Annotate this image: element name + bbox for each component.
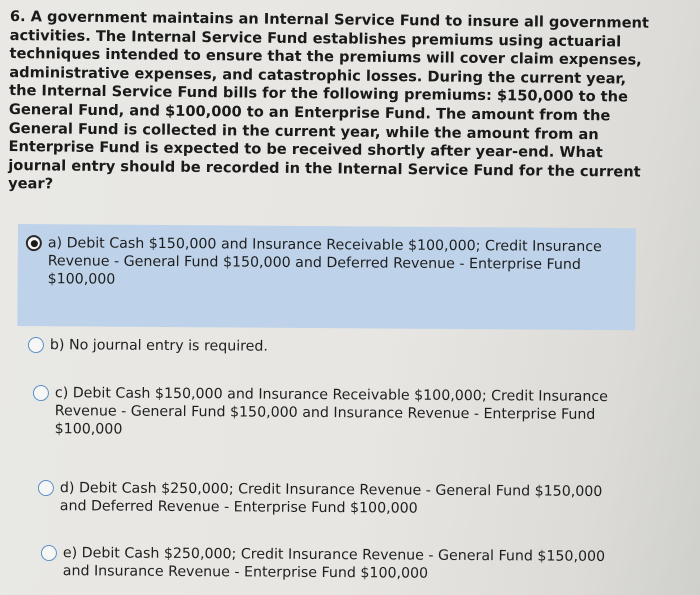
answer-option-d[interactable]: [38, 479, 628, 519]
question-text: 6. A government maintains an Internal Service Fund to insure all government activities. The Internal Service Fund establishes premiums using actuarial techniques intended to ensure that the premiums will cover claim expenses, administrative expenses, and catastrophic losses. During the current year, the Internal Service Fund bills for the following premiums: $150,000 to the General Fund, and $100,000 to an Enterprise Fund. The amount from the General Fund is collected in the current year, while the amount from an Enterprise Fund is expected to be received shortly after year-end. What journal entry should be recorded in the Internal Service Fund for the current year?: [8, 8, 650, 193]
radio-button-checked-icon[interactable]: [26, 235, 42, 251]
answer-option-b[interactable]: [28, 336, 628, 358]
answer-option-c-label: c) Debit Cash $150,000 and Insurance Receivable $100,000; Credit Insurance Revenue - General Fund $150,000 and Insurance Revenue - Enterprise Fund $100,000: [54, 385, 608, 438]
answer-option-a-label: a) Debit Cash $150,000 and Insurance Receivable $100,000; Credit Insurance Revenue - General Fund $150,000 and Deferred Revenue - Enterprise Fund $100,000: [47, 235, 602, 288]
answer-option-d-label: d) Debit Cash $250,000; Credit Insurance Revenue - General Fund $150,000 and Deferred Revenue - Enterprise Fund $100,000: [59, 480, 603, 517]
radio-button-icon[interactable]: [33, 385, 49, 401]
radio-button-icon[interactable]: [41, 545, 57, 561]
radio-button-icon[interactable]: [28, 337, 44, 353]
radio-button-icon[interactable]: [38, 480, 54, 496]
answer-option-b-label: b) No journal entry is required.: [49, 337, 269, 355]
answer-option-e[interactable]: [41, 544, 631, 584]
answer-option-a[interactable]: [17, 224, 636, 330]
answer-option-e-label: e) Debit Cash $250,000; Credit Insurance Revenue - General Fund $150,000 and Insurance Revenue - Enterprise Fund $100,000: [62, 545, 606, 582]
answer-option-c[interactable]: [33, 384, 633, 442]
